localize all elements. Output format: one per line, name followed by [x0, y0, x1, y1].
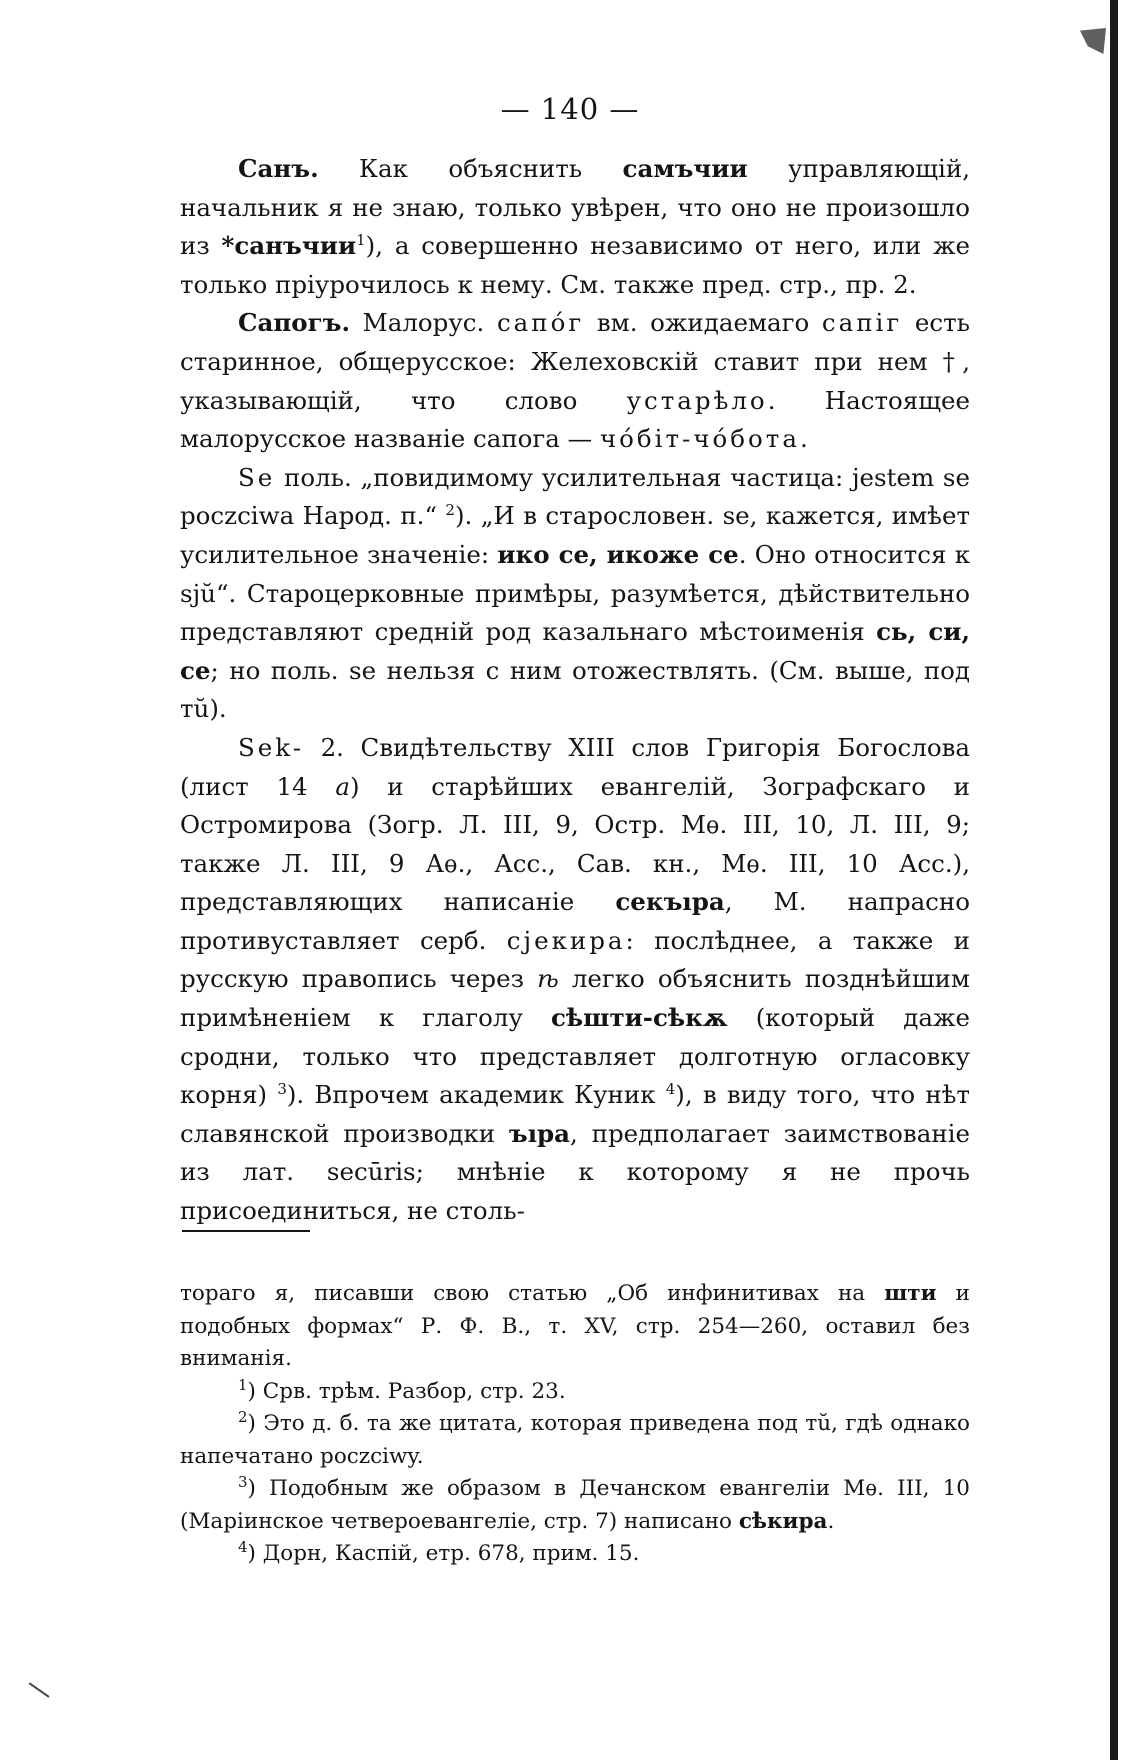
corner-stain	[1080, 28, 1106, 54]
footnote-1: $^1$) Срв. трѣм. Разбор, стр. 23.	[238, 1375, 566, 1404]
entry-san: Санъ. Как объяснить самъчии управляющій, начальник я не знаю, только увѣрен, что оно не произошло из *санъчии$^1$), а совершенно независимо от него, или же только пріурочилось к нему. См. также пред. стр., пр. 2.	[180, 154, 970, 299]
footnote-2: $^2$) Это д. б. та же цитата, которая приведена под тŭ, гдѣ однако напечатано poczciwy.	[180, 1407, 970, 1469]
page-edge-shadow	[1110, 0, 1118, 1760]
footnote-ref: 2	[445, 501, 455, 520]
entry-head: Sek-	[238, 732, 304, 762]
entry-head: Se	[238, 462, 276, 492]
footnotes	[180, 1278, 970, 1571]
footnote-separator	[182, 1230, 310, 1232]
footnote-ref: 1	[356, 231, 366, 250]
page-number: — 140 —	[500, 92, 640, 126]
entry-se: Se поль. „повидимому усилительная частица: jestem se poczciwa Народ. п.“ $^2$). „И в старословен. se, кажется, имѣет усилительное значеніе: ико се, икоже се. Оно относится к sjŭ“. Староцерковные примѣры, разумѣется, дѣйствительно представляют средній род казальнаго мѣстоименія сь, си, се; но поль. se нельзя с ним отожествлять. (См. выше, под тŭ).	[180, 462, 971, 724]
footnote-3: $^3$) Подобным же образом в Дечанском евангеліи Мѳ. III, 10 (Маріинское четвероевангеліе, стр. 7) написано сѣкира.	[180, 1472, 970, 1534]
entry-head: Сапогъ.	[238, 308, 350, 338]
footnote-continuation: тораго я, писавши свою статью „Об инфинитивах на шти и подобных формах“ Р. Ф. В., т. XV, стр. 254—260, оставил без вниманія.	[180, 1281, 970, 1371]
main-text	[180, 150, 970, 1231]
footnote-4: $^4$) Дорн, Каспій, етр. 678, прим. 15.	[238, 1537, 640, 1566]
footnote-ref: 3	[277, 1080, 287, 1099]
scan-speck	[29, 1674, 56, 1698]
footnote-ref: 4	[665, 1080, 676, 1099]
entry-sapog: Сапогъ. Малорус. сапóг вм. ожидаемаго сапіг есть старинное, общерусское: Желеховскій ставит при нем †, указывающій, что слово устарѣло. Настоящее малорусское названіе сапога — чóбіт-чóбота.	[180, 308, 970, 454]
entry-head: Санъ.	[238, 154, 319, 183]
entry-sek: Sek- 2. Свидѣтельству XIII слов Григорія Богослова (лист 14 a) и старѣйших евангелій, Зографскаго и Остромирова (Зогр. Л. III, 9, Остр. Мѳ. III, 10, Л. III, 9; также Л. III, 9 Аѳ., Асс., Сав. кн., Мѳ. III, 10 Асс.), представляющих написаніе секъıра, М. напрасно противуставляет серб. сјекира: послѣднее, а также и русскую правопись через ѣ легко объяснить позднѣйшим примѣненіем к глаголу сѣшти-сѣкѫ (который даже сродни, только что представляет долготную огласовку корня) $^3$). Впрочем академик Куник $^4$), в виду того, что нѣт славянской производки ъıра, предполагает заимствованіе из лат. secūris; мнѣніе к которому я не прочь присоединиться, не столь-	[180, 732, 971, 1226]
